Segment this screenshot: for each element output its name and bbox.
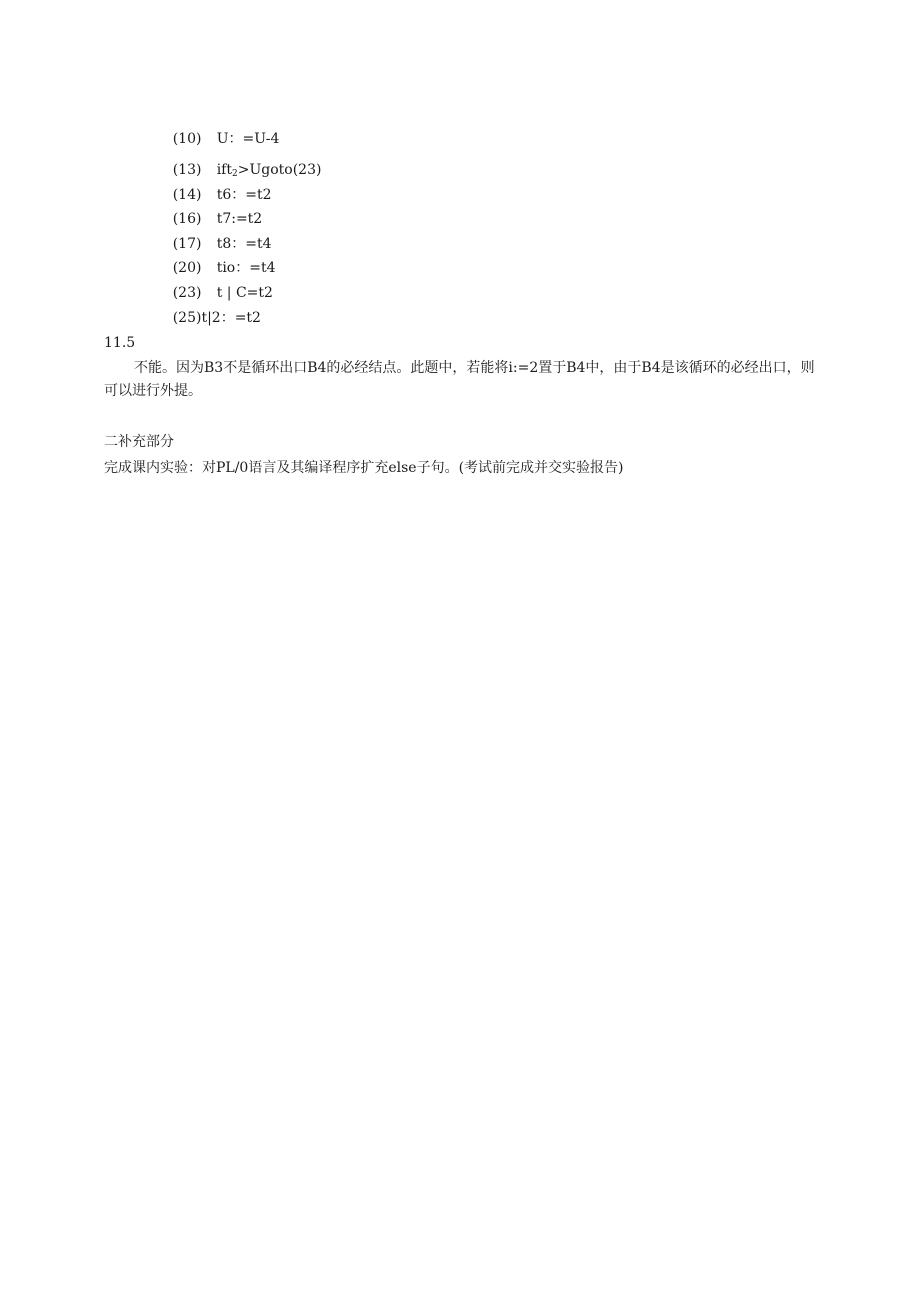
statement-text: t | C=t2 (216, 284, 273, 301)
statement (217, 187, 272, 203)
line-number: (14) (172, 186, 202, 203)
supplement-heading: 二补充部分 (104, 434, 174, 450)
statement (217, 211, 263, 227)
statement-text: tio：=t4 (216, 260, 276, 277)
section-number: 11.5 (104, 335, 136, 351)
statement (201, 310, 261, 326)
statement-subscript: 2 (232, 169, 238, 179)
statement (217, 285, 273, 301)
statement-text: t6：=t2 (216, 186, 272, 203)
statement-text-tail: >Ugoto(23) (237, 162, 322, 178)
line-number: (16) (172, 211, 202, 228)
code-list (146, 109, 322, 326)
statement (217, 260, 276, 276)
statement (217, 236, 272, 252)
statement (217, 131, 280, 147)
answer-paragraph: 不能。因为B3不是循环出口B4的必经结点。此题中，若能将i:=2置于B4中，由于B4是该循环的必经出口，则可以进行外提。 (104, 360, 815, 399)
statement-text: ift (216, 162, 232, 178)
statement-text: t7:=t2 (216, 211, 263, 228)
statement-text: t8：=t4 (216, 235, 272, 252)
line-number: (17) (172, 235, 202, 252)
supplement-task: 完成课内实验：对PL/0语言及其编译程序扩充else子句。(考试前完成并交实验报告) (104, 460, 624, 476)
line-number: (23) (172, 284, 202, 301)
code-line (146, 109, 321, 147)
line-number: (10) (172, 131, 202, 147)
statement (217, 162, 322, 178)
line-number: (25) (172, 309, 202, 326)
statement-text: U：=U-4 (216, 131, 280, 147)
line-number: (20) (172, 260, 202, 277)
line-number: (13) (172, 162, 202, 178)
statement-text: t|2：=t2 (201, 309, 261, 326)
